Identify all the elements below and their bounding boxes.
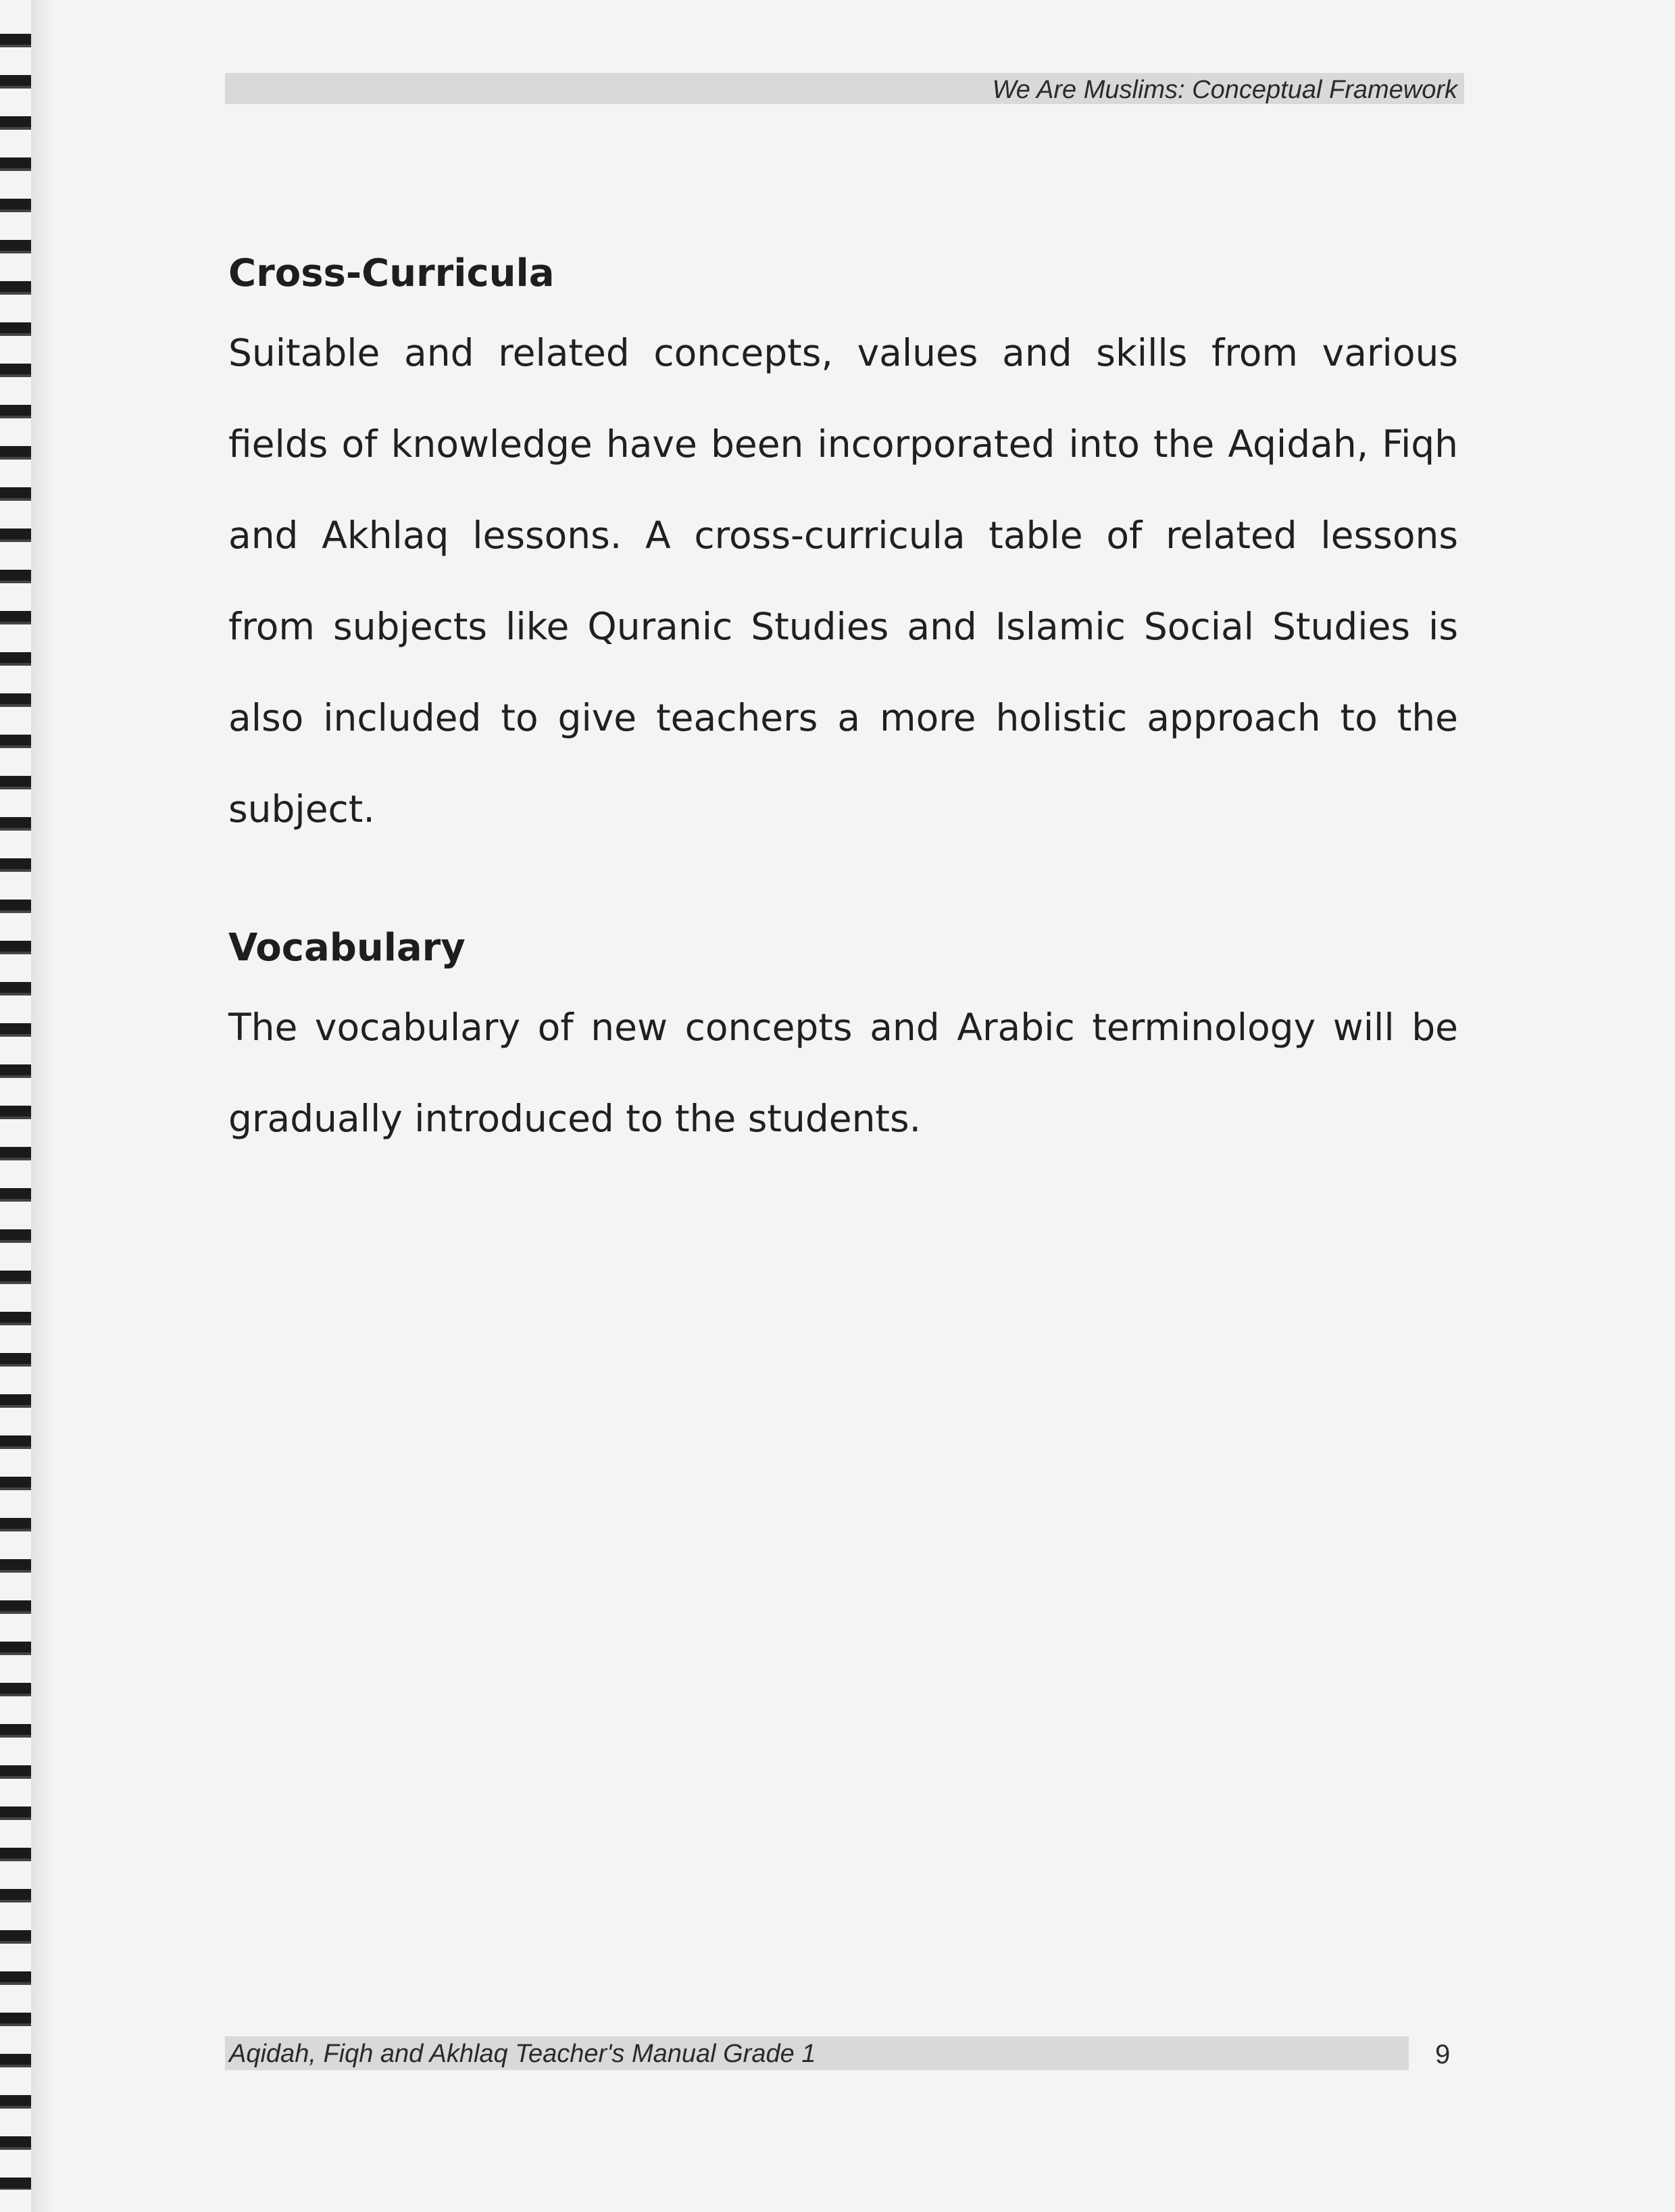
binding-shadow <box>31 0 51 2212</box>
running-footer-title: Aqidah, Fiqh and Akhlaq Teacher's Manual Grade 1 <box>229 2040 816 2068</box>
section-cross-curricula <box>228 240 1458 855</box>
section-heading: Vocabulary <box>228 926 466 970</box>
running-header-title: We Are Muslims: Conceptual Framework <box>992 76 1457 104</box>
page-content <box>228 240 1458 1164</box>
section-body: The vocabulary of new concepts and Arabic terminology will be gradually introduced to the students. <box>228 1006 1458 1140</box>
page-number: 9 <box>1435 2040 1451 2069</box>
spiral-binding <box>0 27 31 2190</box>
section-body: Suitable and related concepts, values and skills from various fields of knowledge have been incorporated into the Aqidah, Fiqh and Akhlaq lessons. A cross-curricula table of related lessons from subjects like Quranic Studies and Islamic Social Studies is also included to give teachers a more holistic approach to the subject. <box>228 331 1458 831</box>
section-heading: Cross-Curricula <box>228 251 555 295</box>
running-footer <box>225 2036 1409 2070</box>
section-vocabulary <box>228 914 1458 1164</box>
running-header <box>225 73 1464 104</box>
